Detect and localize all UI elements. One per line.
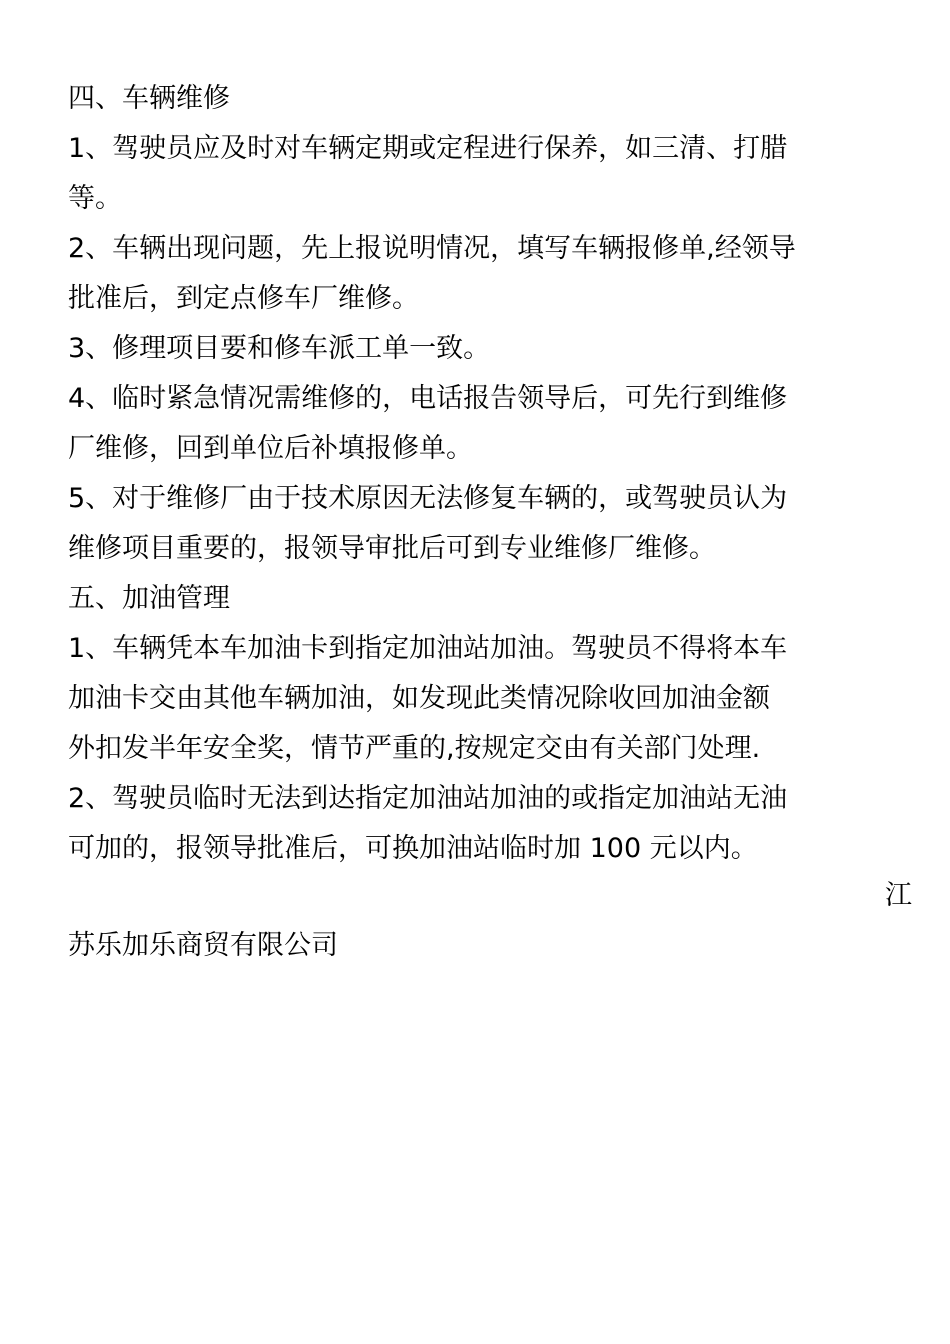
section-4-item-3-line-1: 3、修理项目要和修车派工单一致。 <box>68 333 491 364</box>
section-5-heading: 五、加油管理 <box>68 583 230 614</box>
document-body <box>68 74 883 874</box>
section-5-item-1-line-2: 加油卡交由其他车辆加油，如发现此类情况除收回加油金额 <box>68 683 770 714</box>
section-4-item-5-line-1: 5、对于维修厂由于技术原因无法修复车辆的，或驾驶员认为 <box>68 483 788 514</box>
section-5-item-1-line-3: 外扣发半年安全奖，情节严重的,按规定交由有关部门处理. <box>68 733 761 764</box>
section-4-item-2-line-2: 批准后，到定点修车厂维修。 <box>68 283 419 314</box>
section-4-heading: 四、车辆维修 <box>68 83 230 114</box>
signature-line-2: 苏乐加乐商贸有限公司 <box>68 930 338 961</box>
section-4-item-2-line-1: 2、车辆出现问题，先上报说明情况，填写车辆报修单,经领导 <box>68 233 796 264</box>
section-4-item-4-line-2: 厂维修，回到单位后补填报修单。 <box>68 433 473 464</box>
section-4-item-5-line-2: 维修项目重要的，报领导审批后可到专业维修厂维修。 <box>68 533 716 564</box>
section-5-item-2-line-2: 可加的，报领导批准后，可换加油站临时加 100 元以内。 <box>68 833 758 864</box>
section-5-item-1-line-1: 1、车辆凭本车加油卡到指定加油站加油。驾驶员不得将本车 <box>68 633 788 664</box>
signature-line-1: 江 <box>885 880 912 911</box>
section-4-item-1-line-2: 等。 <box>68 183 122 214</box>
section-4-item-4-line-1: 4、临时紧急情况需维修的，电话报告领导后，可先行到维修 <box>68 383 788 414</box>
section-5-item-2-line-1: 2、驾驶员临时无法到达指定加油站加油的或指定加油站无油 <box>68 783 788 814</box>
section-4-item-1-line-1: 1、驾驶员应及时对车辆定期或定程进行保养，如三清、打腊 <box>68 133 788 164</box>
